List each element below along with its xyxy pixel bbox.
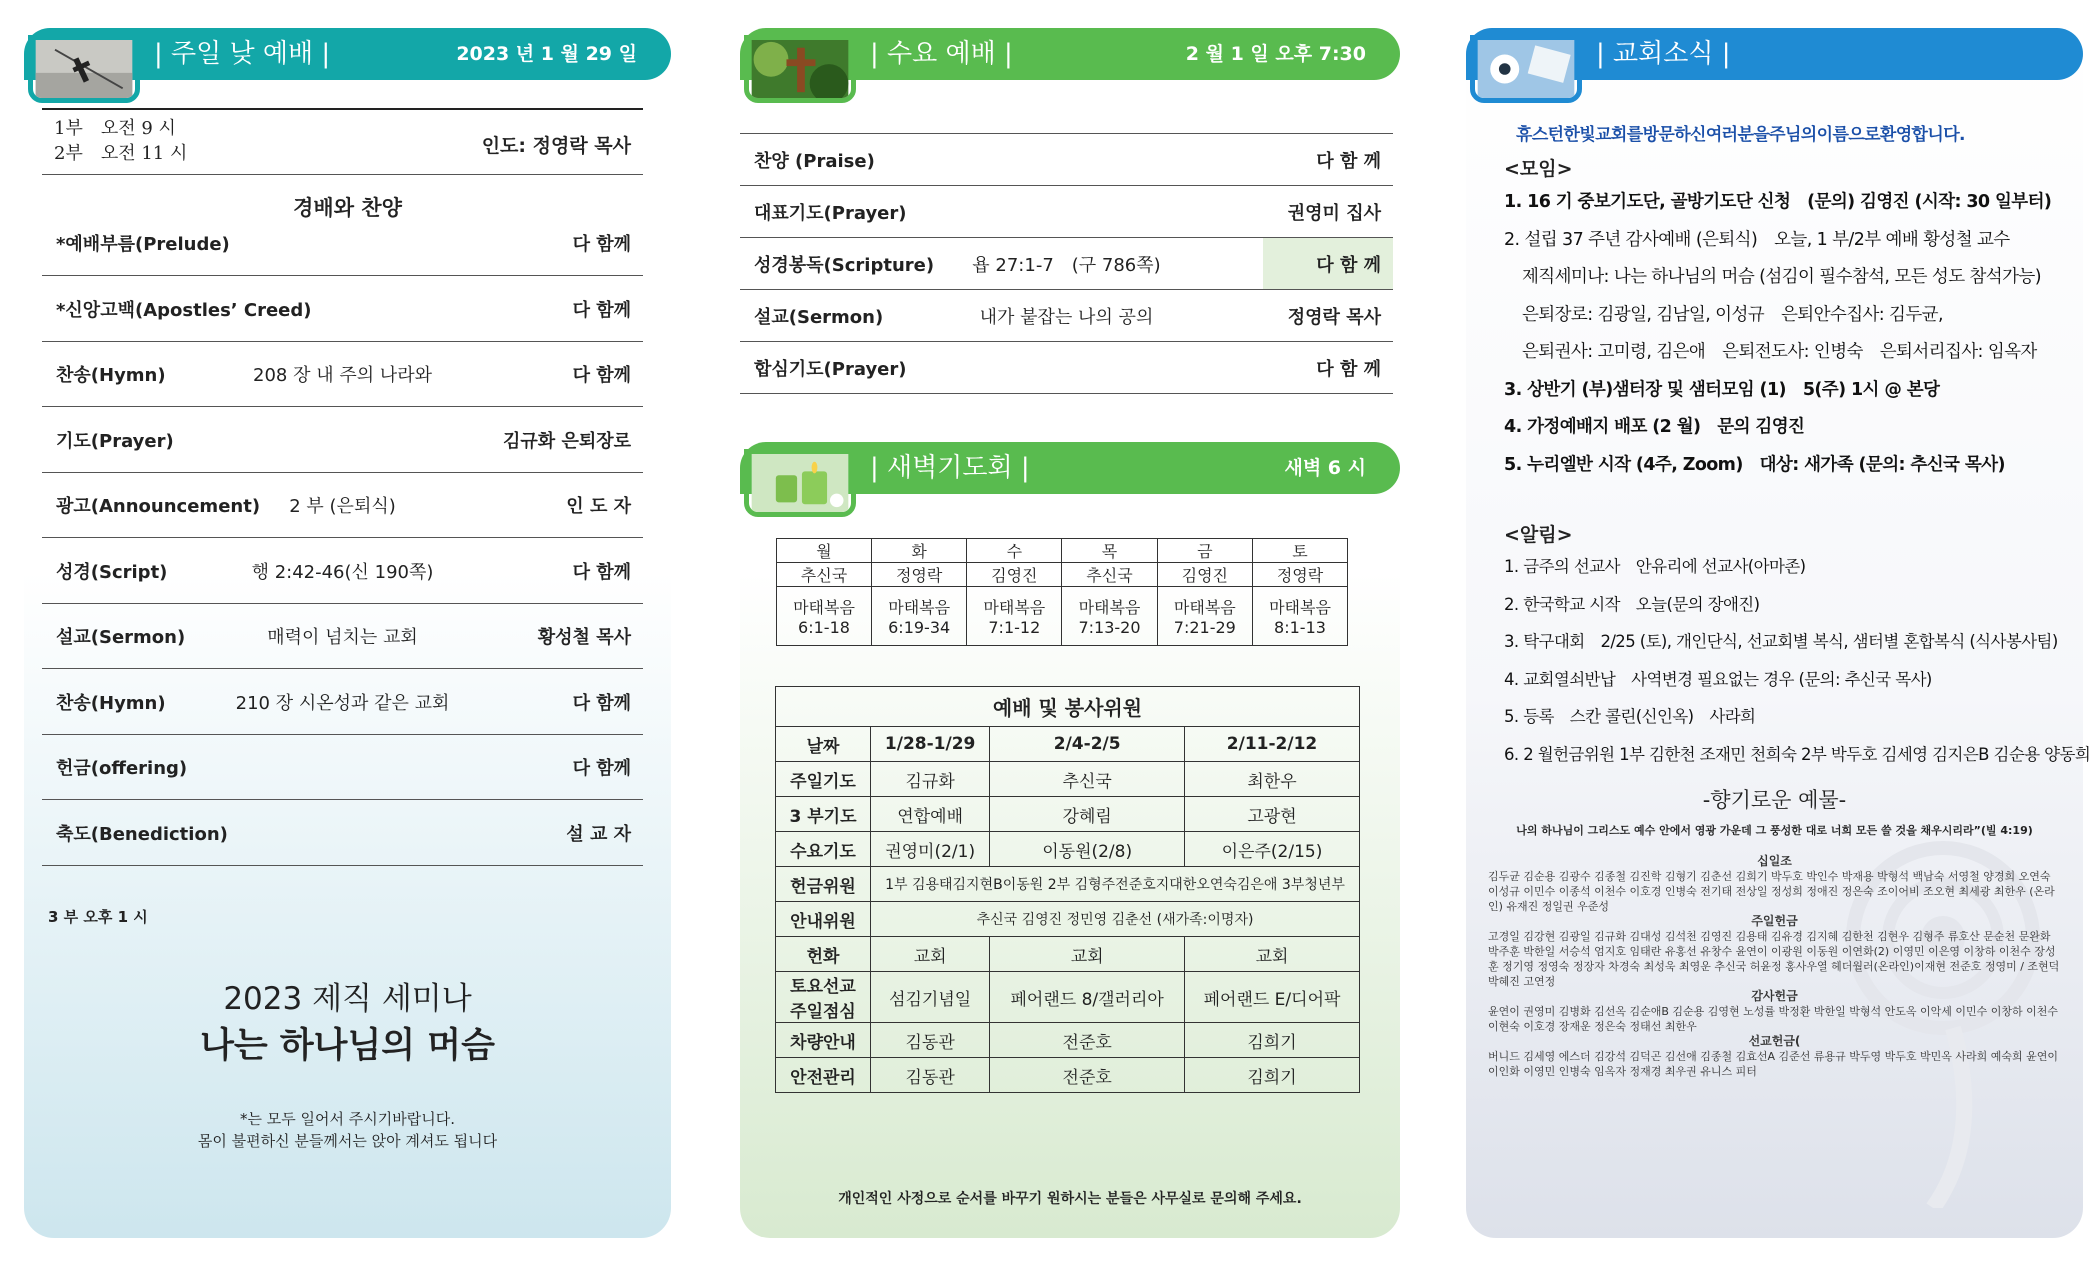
staff-name: 김규화 <box>871 762 990 797</box>
cross-bible-photo <box>28 35 140 103</box>
news-title: | 교회소식 | <box>1596 39 1731 69</box>
bible-verse: 나의 하나님이 그리스도 예수 안에서 영광 가운데 그 풍성한 대로 너희 모든 쓸 것을 채우시리라”(빌 4:19) <box>1516 824 2033 837</box>
staff-name: 연합예배 <box>871 797 990 832</box>
day-cell: 수 <box>967 539 1062 563</box>
order-row <box>42 735 643 800</box>
order-row <box>42 604 643 669</box>
seminar-title: 2023 제직 세미나 <box>223 981 472 1017</box>
book-cell: 마태복음 <box>777 587 872 619</box>
book-cell: 마태복음 <box>1253 587 1348 619</box>
staff-title: 예배 및 봉사위원 <box>776 687 1360 727</box>
order-detail: 208 장 내 주의 나라와 <box>253 365 432 386</box>
staff-name: 페어랜드 E/디어팍 <box>1185 972 1360 1023</box>
wednesday-label: 설교(Sermon) <box>754 306 884 328</box>
day-cell: 토 <box>1253 539 1348 563</box>
wednesday-order-row <box>740 186 1393 238</box>
staff-name: 김동관 <box>871 1058 990 1093</box>
day-cell: 금 <box>1157 539 1252 563</box>
verse-cell: 7:1-12 <box>967 618 1062 646</box>
staff-name: 최한우 <box>1185 762 1360 797</box>
staff-name: 이은주(2/15) <box>1185 832 1360 867</box>
staff-offering-label: 헌금위원 <box>776 867 871 902</box>
wednesday-label: 합심기도(Prayer) <box>754 358 907 380</box>
wednesday-order-row <box>740 134 1393 186</box>
order-leader: 다 함께 <box>572 365 631 386</box>
tithe-list: 김두균 김순용 김광수 김종철 김진학 김형기 김춘선 김희기 박두호 박인수 박재용 박형석 백남숙 서영철 양경희 오연숙 이성규 이민수 이종석 이천수 이호경 인병숙 전기태 전상일 정성희 정애진 정은숙 조이어비 조오현 최세광 최한우 (온라인) 유재진 정일권 우준성 <box>1488 870 2055 913</box>
staff-name: 페어랜드 8/갤러리아 <box>990 972 1185 1023</box>
wednesday-order-row <box>740 238 1393 290</box>
wednesday-panel <box>740 28 1400 1238</box>
service-time-2: 2부 오전 11 시 <box>54 143 188 164</box>
leader-cell: 김영진 <box>1157 563 1252 587</box>
book-cell: 마태복음 <box>1157 587 1252 619</box>
notice-item: 6. 2 월헌금위원 1부 김한천 조재민 천희숙 2부 박두호 김세영 김지은B 김순용 양동희 <box>1504 744 2091 764</box>
wednesday-leader: 권영미 집사 <box>1287 202 1381 224</box>
day-cell: 월 <box>777 539 872 563</box>
order-leader: 김규화 은퇴장로 <box>503 430 631 452</box>
staff-name: 교회 <box>1185 937 1360 972</box>
staff-name: 김희기 <box>1185 1058 1360 1093</box>
leader-cell: 추신국 <box>777 563 872 587</box>
book-cell: 마태복음 <box>1062 587 1157 619</box>
dawn-time: 새벽 6 시 <box>1284 457 1366 479</box>
schedule-change-note: 개인적인 사정으로 순서를 바꾸기 원하시는 분들은 사무실로 문의해 주세요. <box>838 1191 1302 1207</box>
mission-list: 버니드 김세영 에스더 김강석 김덕곤 김선애 김종철 김효선A 김준선 류용규 박두영 박두호 박민옥 사라희 예숙희 윤연이 이인화 이영민 인병숙 임옥자 정재경 최우권 유니스 피터 <box>1488 1050 2059 1078</box>
notice-item: 3. 탁구대회 2/25 (토), 개인단식, 선교회별 복식, 샘터별 혼합복식 (식사봉사팀) <box>1504 632 2058 651</box>
wednesday-order-row <box>740 290 1393 342</box>
staff-header-cell: 2/11-2/12 <box>1185 727 1360 762</box>
staff-name: 김동관 <box>871 1023 990 1058</box>
staff-role: 토요선교 주일점심 <box>776 972 871 1023</box>
staff-guide-label: 안내위원 <box>776 902 871 937</box>
notice-item: 2. 한국학교 시작 오늘(문의 장애진) <box>1504 594 1760 614</box>
standing-note: *는 모두 일어서 주시기바랍니다. <box>240 1110 455 1128</box>
order-detail: 210 장 시온성과 같은 교회 <box>235 692 450 714</box>
order-row <box>42 408 643 473</box>
wooden-cross-photo <box>744 35 856 103</box>
sunday-panel <box>24 28 671 1238</box>
notice-item: 5. 등록 스칸 콜린(신인옥) 사라희 <box>1504 707 1756 726</box>
sunday-date: 2023 년 1 월 29 일 <box>456 43 637 65</box>
meeting-item: 은퇴권사: 고미령, 김은애 은퇴전도사: 인병숙 은퇴서리집사: 임옥자 <box>1522 342 2037 362</box>
staff-name: 김희기 <box>1185 1023 1360 1058</box>
order-label: 성경(Script) <box>56 561 168 583</box>
order-detail: 행 2:42-46(신 190쪽) <box>251 561 434 583</box>
order-leader: 인 도 자 <box>566 496 631 517</box>
flower-photo <box>1470 35 1582 103</box>
order-row <box>42 342 643 407</box>
verse-cell: 8:1-13 <box>1253 618 1348 646</box>
meeting-item: 1. 16 기 중보기도단, 골방기도단 신청 (문의) 김영진 (시작: 30 일부터) <box>1504 192 2052 212</box>
mission-heading: 선교헌금( <box>1748 1034 1801 1048</box>
meeting-item: 5. 누리엘반 시작 (4주, Zoom) 대상: 새가족 (문의: 추신국 목사) <box>1504 454 2005 475</box>
meeting-item: 3. 상반기 (부)샘터장 및 샘터모임 (1) 5(주) 1시 @ 본당 <box>1504 379 1940 400</box>
order-leader: 다 함께 <box>572 561 631 583</box>
staff-header-cell: 날짜 <box>776 727 871 762</box>
wednesday-detail: 욥 27:1-7 (구 786쪽) <box>972 254 1161 276</box>
leader-cell: 추신국 <box>1062 563 1157 587</box>
wednesday-leader: 다 함 께 <box>1316 358 1381 380</box>
wednesday-label: 성경봉독(Scripture) <box>754 254 935 276</box>
staff-name: 이동원(2/8) <box>990 832 1185 867</box>
staff-name: 강혜림 <box>990 797 1185 832</box>
order-label: 기도(Prayer) <box>56 430 174 452</box>
book-cell: 마태복음 <box>871 587 966 619</box>
staff-role: 헌화 <box>776 937 871 972</box>
order-row <box>42 473 643 538</box>
verse-cell: 7:21-29 <box>1157 618 1252 646</box>
meeting-heading: <모임> <box>1504 158 1573 180</box>
order-label: 헌금(offering) <box>56 758 188 779</box>
staff-role: 3 부기도 <box>776 797 871 832</box>
staff-guide-names: 추신국 김영진 정민영 김춘선 (새가족:이명자) <box>871 902 1360 937</box>
verse-cell: 6:1-18 <box>777 618 872 646</box>
sitting-note: 몸이 불편하신 분들께서는 앉아 계셔도 됩니다 <box>197 1132 498 1150</box>
meeting-item: 은퇴장로: 김광일, 김남일, 이성규 은퇴안수집사: 김두균, <box>1522 304 1943 325</box>
staff-name: 전준호 <box>990 1023 1185 1058</box>
candle-photo <box>744 449 856 517</box>
staff-header-cell: 2/4-2/5 <box>990 727 1185 762</box>
wednesday-date: 2 월 1 일 오후 7:30 <box>1185 43 1366 65</box>
verse-cell: 6:19-34 <box>871 618 966 646</box>
tithe-heading: 십일조 <box>1757 854 1792 868</box>
wednesday-label: 찬양 (Praise) <box>754 150 875 172</box>
seminar-theme: 나는 하나님의 머슴 <box>200 1026 495 1066</box>
staff-offering-names: 1부 김용태김지현B이동원 2부 김형주전준호지대한오연숙김은애 3부청년부 <box>871 867 1360 902</box>
weekly-heading: 주일헌금 <box>1751 914 1798 928</box>
staff-role: 수요기도 <box>776 832 871 867</box>
notice-item: 1. 금주의 선교사 안유리에 선교사(아마존) <box>1504 557 1806 576</box>
wednesday-order-row <box>740 342 1393 394</box>
worship-section-title: 경배와 찬양 <box>293 196 402 220</box>
wednesday-leader: 다 함 께 <box>1316 254 1381 276</box>
book-cell: 마태복음 <box>967 587 1062 619</box>
order-label: *신앙고백(Apostles’ Creed) <box>56 299 312 321</box>
order-row <box>42 539 643 604</box>
service-leader: 인도: 정영락 목사 <box>481 135 631 157</box>
staff-role: 차량안내 <box>776 1023 871 1058</box>
wednesday-title: | 수요 예배 | <box>870 39 1013 69</box>
order-label: 설교(Sermon) <box>56 627 186 648</box>
weekly-list: 고경일 김강현 김광일 김규화 김대성 김석천 김영진 김용태 김유경 김지혜 김한천 김현우 김형주 류호산 문순천 문완화 박주훈 박한일 서승석 엄지호 임태란 유홍선 유창수 윤연이 이광원 이동원 이연화(2) 이영민 이은영 이창하 이천수 장성훈 정기영 정영숙 정장자 차경숙 최성욱 최영운 추신국 허윤정 홍사우열 헤더월러(온라인)이재현 전준호 정영미 / 조현덕 박혜진 고연정 <box>1488 930 2060 988</box>
leader-cell: 정영락 <box>871 563 966 587</box>
order-leader: 다 함께 <box>572 234 631 255</box>
welcome-message: 휴스턴한빛교회를방문하신여러분을주님의이름으로환영합니다. <box>1516 125 1965 145</box>
offering-title: -향기로운 예물- <box>1702 788 1847 812</box>
news-panel <box>1466 28 2091 1238</box>
thanks-heading: 감사헌금 <box>1751 989 1798 1003</box>
staff-name: 교회 <box>990 937 1185 972</box>
order-detail: 매력이 넘치는 교회 <box>267 627 418 648</box>
staff-name: 권영미(2/1) <box>871 832 990 867</box>
leader-cell: 정영락 <box>1253 563 1348 587</box>
wednesday-leader: 정영락 목사 <box>1287 306 1381 328</box>
staff-role: 안전관리 <box>776 1058 871 1093</box>
meeting-item: 4. 가정예배지 배포 (2 월) 문의 김영진 <box>1504 417 1805 437</box>
order-label: 찬송(Hymn) <box>56 365 166 386</box>
order-detail: 2 부 (은퇴식) <box>289 496 396 517</box>
staff-name: 섬김기념일 <box>871 972 990 1023</box>
order-row <box>42 211 643 276</box>
sunday-title: | 주일 낮 예배 | <box>154 39 331 69</box>
staff-name: 추신국 <box>990 762 1185 797</box>
staff-name: 전준호 <box>990 1058 1185 1093</box>
order-leader: 다 함께 <box>572 758 631 779</box>
order-row <box>42 670 643 735</box>
order-row <box>42 277 643 342</box>
notice-heading: <알림> <box>1504 524 1573 546</box>
meeting-item: 2. 설립 37 주년 감사예배 (은퇴식) 오늘, 1 부/2부 예배 황성철 교수 <box>1504 229 2010 250</box>
order-row <box>42 801 643 866</box>
notice-item: 4. 교회열쇠반납 사역변경 필요없는 경우 (문의: 추신국 목사) <box>1504 669 1932 689</box>
staff-role: 주일기도 <box>776 762 871 797</box>
thanks-list: 윤연이 권영미 김병화 김선옥 김순애B 김순용 김영현 노성률 박정환 박한일 박형석 안도옥 이악세 이민수 이창하 이천수 이현숙 이호경 장재운 정은숙 정태선 최한우 <box>1488 1005 2059 1033</box>
order-leader: 황성철 목사 <box>537 627 631 648</box>
day-cell: 목 <box>1062 539 1157 563</box>
dawn-title: | 새벽기도회 | <box>870 453 1030 483</box>
wednesday-label: 대표기도(Prayer) <box>754 202 907 224</box>
leader-cell: 김영진 <box>967 563 1062 587</box>
order-leader: 다 함께 <box>572 299 631 321</box>
order-label: *예배부름(Prelude) <box>56 234 230 255</box>
staff-name: 교회 <box>871 937 990 972</box>
meeting-item: 제직세미나: 나는 하나님의 머슴 (섬김이 필수참석, 모든 성도 참석가능) <box>1522 267 2041 287</box>
wednesday-detail: 내가 붙잡는 나의 공의 <box>979 306 1154 328</box>
day-cell: 화 <box>871 539 966 563</box>
order-label: 축도(Benediction) <box>56 823 228 845</box>
dawn-schedule-table <box>776 538 1348 646</box>
order-label: 광고(Announcement) <box>56 496 261 517</box>
order-label: 찬송(Hymn) <box>56 692 166 714</box>
order-leader: 설 교 자 <box>566 823 631 845</box>
staff-table <box>775 686 1360 1093</box>
staff-name: 고광현 <box>1185 797 1360 832</box>
service-time-3: 3 부 오후 1 시 <box>48 908 148 926</box>
wednesday-leader: 다 함 께 <box>1316 150 1381 172</box>
verse-cell: 7:13-20 <box>1062 618 1157 646</box>
service-time-1: 1부 오전 9 시 <box>54 118 176 139</box>
order-leader: 다 함께 <box>572 692 631 714</box>
staff-header-cell: 1/28-1/29 <box>871 727 990 762</box>
